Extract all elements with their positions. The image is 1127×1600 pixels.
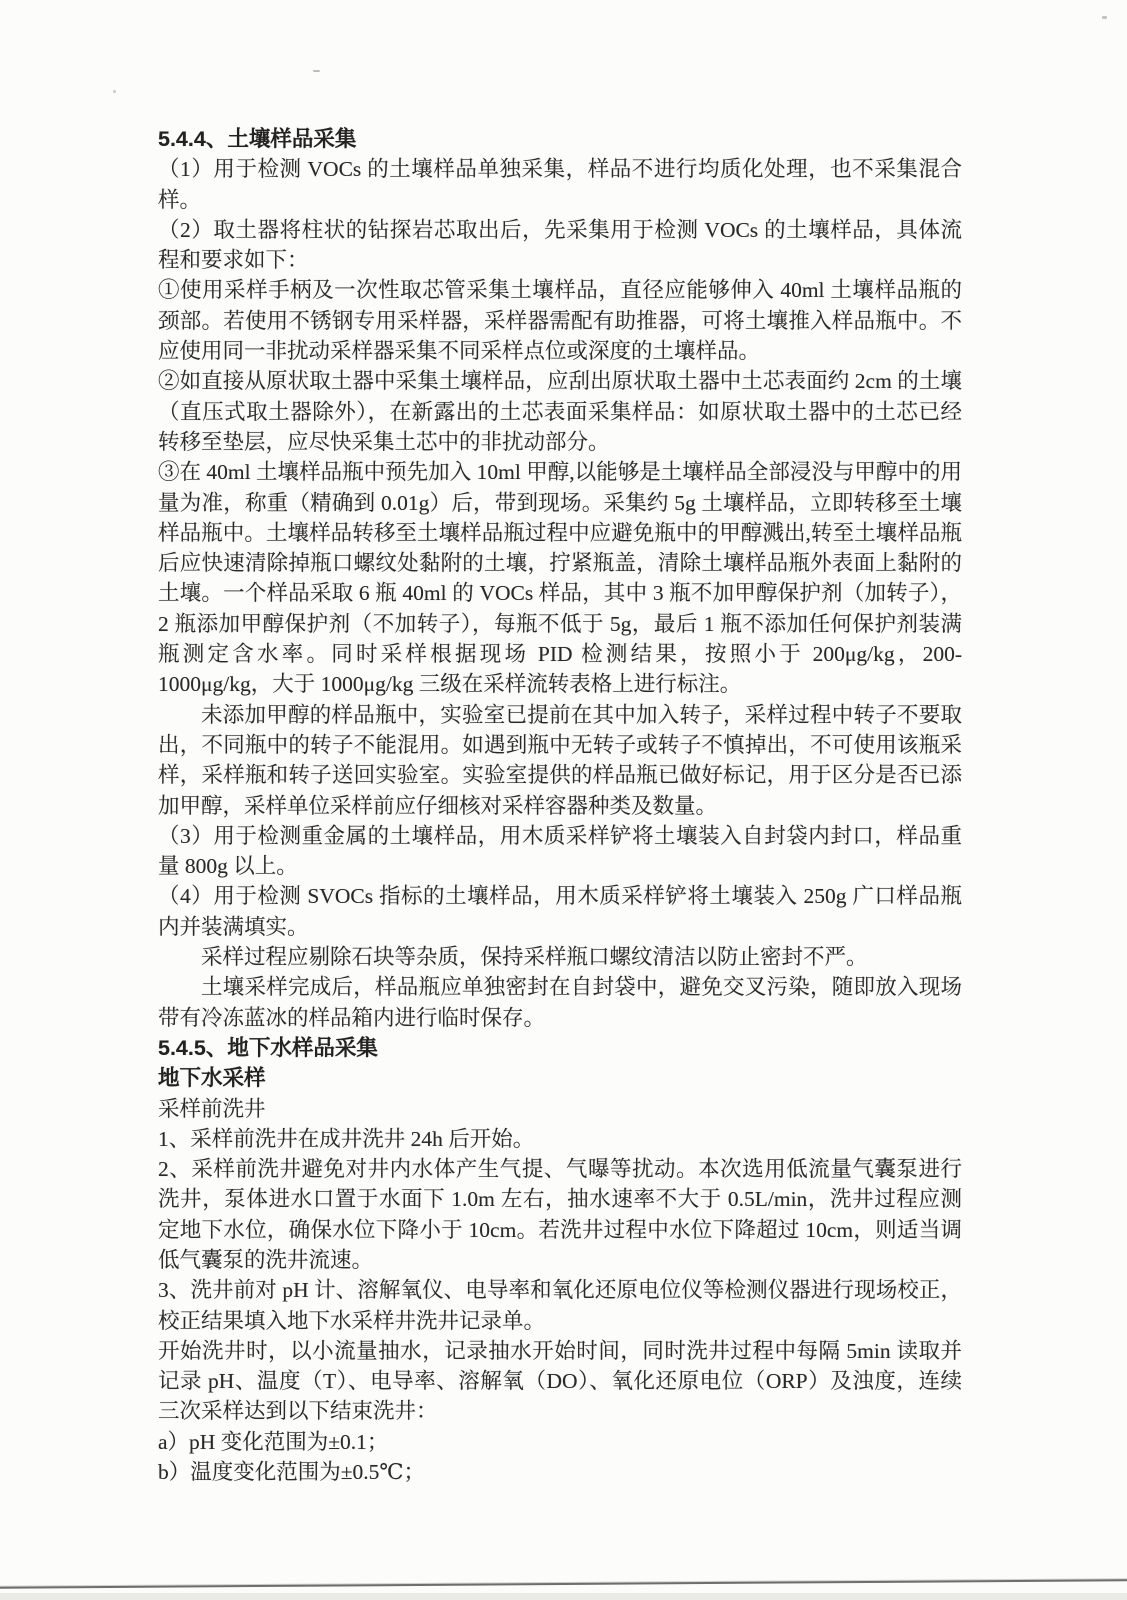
paragraph-purge-rule-2: 2、采样前洗井避免对井内水体产生气提、气曝等扰动。本次选用低流量气囊泵进行洗井，泵体进水口置于水面下 1.0m 左右，抽水速率不大于 0.5L/min，洗井过程应测定地下水位，确保水位下降小于 10cm。若洗井过程中水位下降超过 10cm，则适当调低气囊泵的洗井流速。 [158,1157,962,1272]
paragraph-pre-sampling-purge-title: 采样前洗井 [158,1096,266,1121]
paragraph-svocs-samples: （4）用于检测 SVOCs 指标的土壤样品，用木质采样铲将土壤装入 250g 广口样品瓶内并装满填实。 [158,884,962,939]
paragraph-criterion-b-temperature: b）温度变化范围为±0.5℃； [158,1460,425,1485]
paragraph-seal-and-cool-storage: 土壤采样完成后，样品瓶应单独密封在自封袋中，避免交叉污染，随即放入现场带有冷冻蓝冰的样品箱内进行临时保存。 [158,975,962,1030]
paragraph-criterion-a-ph: a）pH 变化范围为±0.1； [158,1429,389,1454]
document-body [158,124,962,1487]
paragraph-step-1-sampler-handle: ①使用采样手柄及一次性取芯管采集土壤样品，直径应能够伸入 40ml 土壤样品瓶的颈部。若使用不锈钢专用采样器，采样器需配有助推器，可将土壤推入样品瓶中。不应使用同一非扰动采样器采集不同采样点位或深度的土壤样品。 [158,278,962,364]
page-bottom-edge-shadow [0,1593,1127,1600]
scan-speck [313,70,320,72]
paragraph-remove-stones: 采样过程应剔除石块等杂质，保持采样瓶口螺纹清洁以防止密封不严。 [201,945,868,970]
section-heading-soil-sampling: 5.4.4、土壤样品采集 [158,127,357,151]
paragraph-step-2-undisturbed-core: ②如直接从原状取土器中采集土壤样品，应刮出原状取土器中土芯表面约 2cm 的土壤（直压式取土器除外），在新露出的土芯表面采集样品：如原状取土器中的土芯已经转移至垫层，应尽快采集土芯中的非扰动部分。 [158,369,962,454]
paragraph-purge-rule-3: 3、洗井前对 pH 计、溶解氧仪、电导率和氧化还原电位仪等检测仪器进行现场校正，校正结果填入地下水采样井洗井记录单。 [158,1278,962,1333]
paragraph-stir-bar-bottles: 未添加甲醇的样品瓶中，实验室已提前在其中加入转子，采样过程中转子不要取出，不同瓶中的转子不能混用。如遇到瓶中无转子或转子不慎掉出，不可使用该瓶采样，采样瓶和转子送回实验室。实验室提供的样品瓶已做好标记，用于区分是否已添加甲醇，采样单位采样前应仔细核对采样容器种类及数量。 [158,702,962,818]
scan-speck [113,90,116,93]
paragraph-core-extraction: （2）取土器将柱状的钻探岩芯取出后，先采集用于检测 VOCs 的土壤样品，具体流程和要求如下： [158,217,962,273]
paragraph-purge-start-recording: 开始洗井时，以小流量抽水，记录抽水开始时间，同时洗井过程中每隔 5min 读取并记录 pH、温度（T）、电导率、溶解氧（DO）、氧化还原电位（ORP）及浊度，连续三次采样达到以下结束洗井： [158,1338,962,1424]
subheading-groundwater-sampling: 地下水采样 [158,1066,266,1091]
section-heading-groundwater-sampling: 5.4.5、地下水样品采集 [158,1035,378,1060]
paragraph-step-3-methanol-bottles: ③在 40ml 土壤样品瓶中预先加入 10ml 甲醇,以能够是土壤样品全部浸没与甲醇中的用量为准，称重（精确到 0.01g）后，带到现场。采集约 5g 土壤样品，立即转移至土壤样品瓶中。土壤样品转移至土壤样品瓶过程中应避免瓶中的甲醇溅出,转至土壤样品瓶后应快速清除掉瓶口螺纹处黏附的土壤，拧紧瓶盖，清除土壤样品瓶外表面上黏附的土壤。一个样品采取 6 瓶 40ml 的 VOCs 样品，其中 3 瓶不加甲醇保护剂（加转子），2 瓶添加甲醇保护剂（不加转子），每瓶不低于 5g，最后 1 瓶不添加任何保护剂装满瓶测定含水率。同时采样根据现场 PID 检测结果，按照小于 200μg/kg，200-1000μg/kg，大于 1000μg/kg 三级在采样流转表格上进行标注。 [158,460,962,697]
scan-speck [1102,16,1107,19]
paragraph-purge-rule-1: 1、采样前洗井在成井洗井 24h 后开始。 [158,1126,535,1151]
page-bottom-scan-line [0,1579,1127,1589]
paragraph-vocs-separate: （1）用于检测 VOCs 的土壤样品单独采集，样品不进行均质化处理，也不采集混合样。 [158,157,962,212]
paragraph-heavy-metal-samples: （3）用于检测重金属的土壤样品，用木质采样铲将土壤装入自封袋内封口，样品重量 800g 以上。 [158,823,962,879]
